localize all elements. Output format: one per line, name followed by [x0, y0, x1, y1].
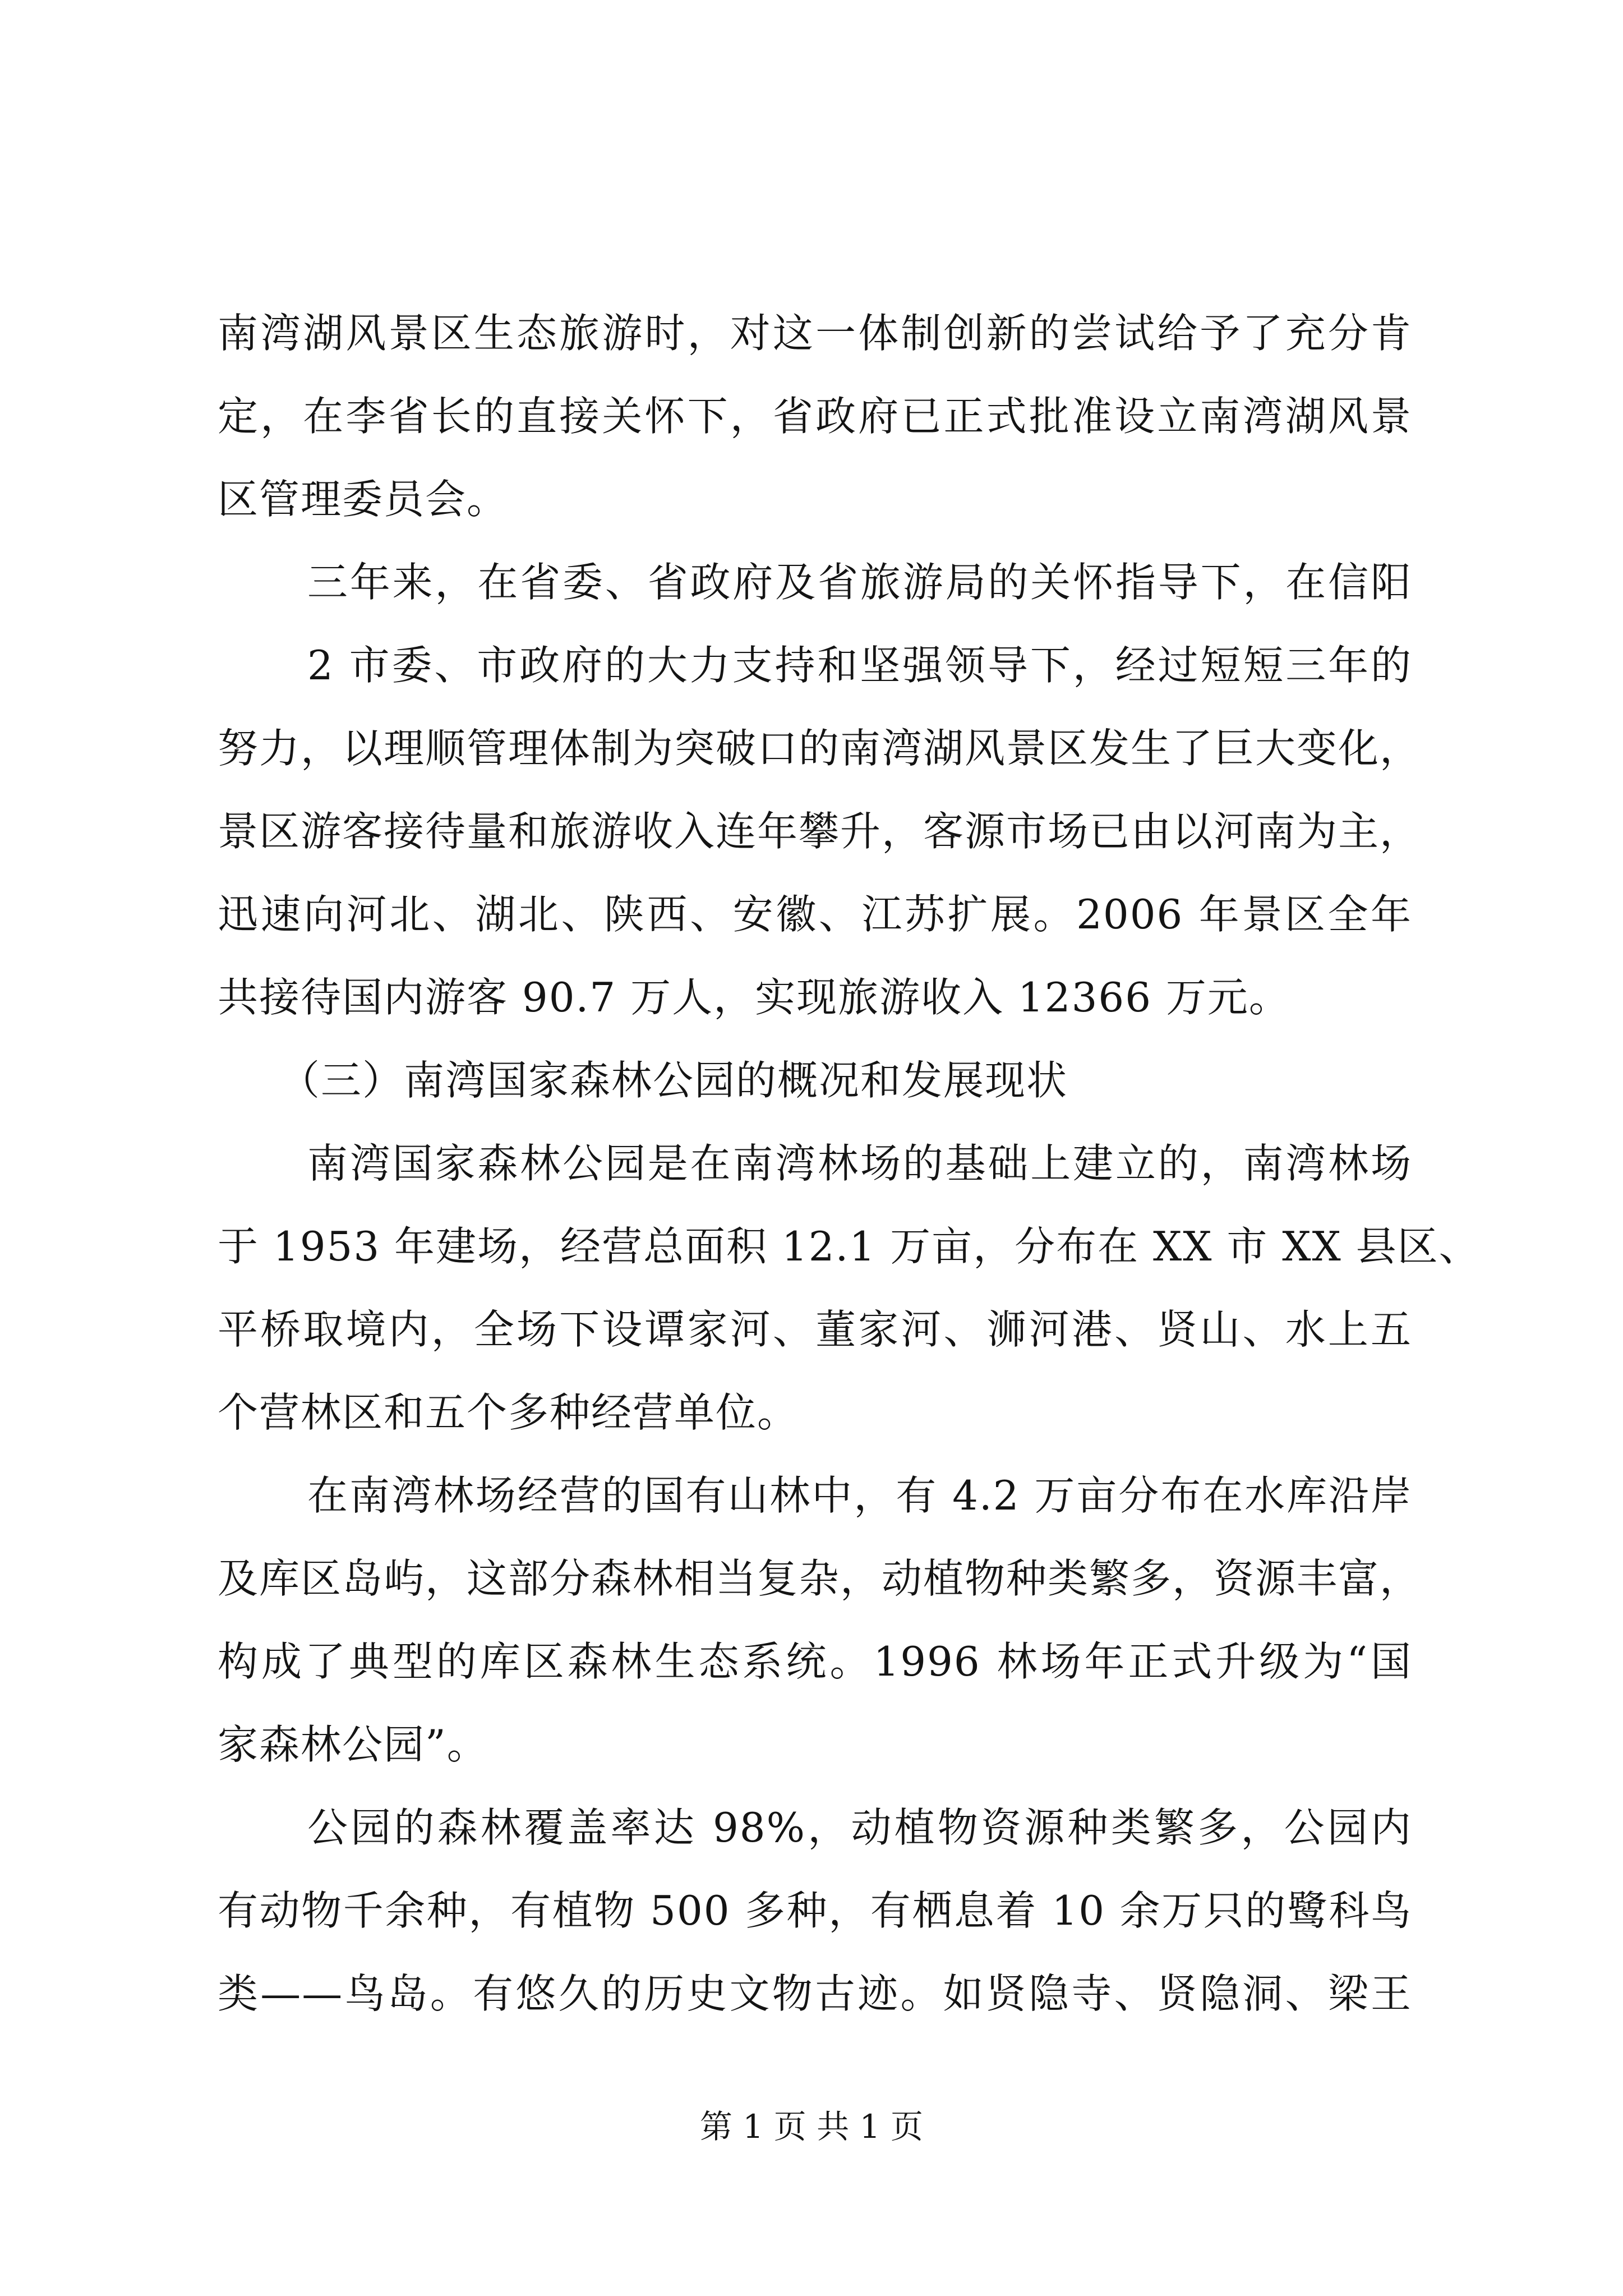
- text-line: 迅速向河北、湖北、陕西、安徽、江苏扩展。2006 年景区全年: [218, 891, 1412, 938]
- text-line: 及库区岛屿，这部分森林相当复杂，动植物种类繁多，资源丰富，: [218, 1555, 1422, 1602]
- paragraph-start-line: 公园的森林覆盖率达 98%，动植物资源种类繁多，公园内: [307, 1804, 1412, 1851]
- document-body: [218, 292, 1481, 2035]
- paragraph-start-line: 三年来，在省委、省政府及省旅游局的关怀指导下，在信阳: [307, 559, 1412, 606]
- text-line: 南湾湖风景区生态旅游时，对这一体制创新的尝试给予了充分肯: [218, 310, 1412, 357]
- text-line: 2 市委、市政府的大力支持和坚强领导下，经过短短三年的: [307, 642, 1412, 689]
- page-number-footer: 第 1 页 共 1 页: [700, 2108, 923, 2146]
- text-line: 个营林区和五个多种经营单位。: [218, 1389, 799, 1436]
- text-line: 类——鸟岛。有悠久的历史文物古迹。如贤隐寺、贤隐洞、梁王: [218, 1970, 1412, 2017]
- text-line: 景区游客接待量和旅游收入连年攀升，客源市场已由以河南为主，: [218, 808, 1422, 855]
- text-line: 构成了典型的库区森林生态系统。1996 林场年正式升级为“国: [218, 1638, 1412, 1685]
- paragraph-start-line: 南湾国家森林公园是在南湾林场的基础上建立的，南湾林场: [307, 1140, 1412, 1187]
- section-heading: （三）南湾国家森林公园的概况和发展现状: [279, 1057, 1068, 1104]
- paragraph-start-line: 在南湾林场经营的国有山林中，有 4.2 万亩分布在水库沿岸: [307, 1472, 1412, 1519]
- text-line: 平桥取境内，全场下设谭家河、董家河、浉河港、贤山、水上五: [218, 1306, 1412, 1353]
- text-line: 有动物千余种，有植物 500 多种，有栖息着 10 余万只的鹭科鸟: [218, 1887, 1412, 1934]
- text-line: 定，在李省长的直接关怀下，省政府已正式批准设立南湾湖风景: [218, 393, 1412, 440]
- text-line: 区管理委员会。: [218, 476, 509, 523]
- text-line: 努力，以理顺管理体制为突破口的南湾湖风景区发生了巨大变化，: [218, 725, 1422, 772]
- text-line: 于 1953 年建场，经营总面积 12.1 万亩，分布在 XX 市 XX 县区、: [218, 1223, 1481, 1270]
- text-line: 共接待国内游客 90.7 万人，实现旅游收入 12366 万元。: [218, 974, 1290, 1021]
- text-line: 家森林公园”。: [218, 1721, 488, 1768]
